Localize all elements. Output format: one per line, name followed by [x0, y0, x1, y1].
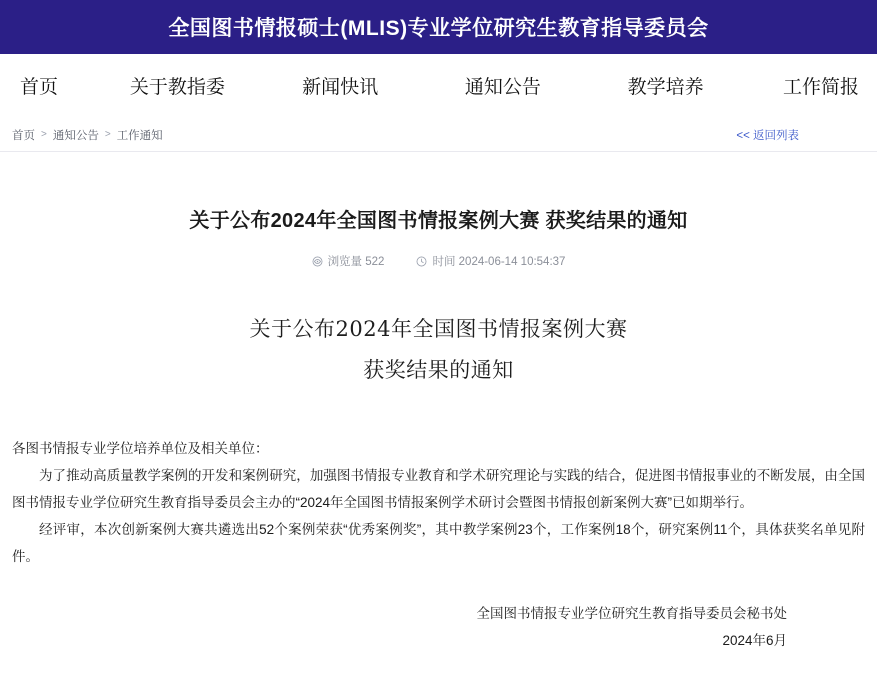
time-meta	[416, 253, 565, 269]
signature-date: 2024年6月	[722, 632, 787, 648]
article-paragraph-1: 为了推动高质量教学案例的开发和案例研究，加强图书情报专业教育和学术研究理论与实践的结合，促进图书情报事业的不断发展，由全国图书情报专业学位研究生教育指导委员会主办的“2024年全国图书情报案例学术研讨会暨图书情报创新案例大赛”已如期举行。	[12, 467, 865, 510]
page-title: 关于公布2024年全国图书情报案例大赛 获奖结果的通知	[189, 210, 688, 232]
article	[0, 204, 877, 654]
article-heading-line-2: 获奖结果的通知	[363, 357, 514, 382]
nav-item-notices[interactable]: 通知公告	[464, 77, 541, 98]
nav-item-bulletin[interactable]: 工作简报	[782, 77, 859, 98]
main-nav	[0, 54, 877, 118]
eye-icon	[312, 256, 323, 267]
breadcrumb-item-current: 工作通知	[116, 129, 163, 142]
article-signature	[12, 600, 865, 654]
nav-item-about[interactable]: 关于教指委	[129, 77, 225, 98]
breadcrumb-separator-icon: >	[104, 129, 111, 140]
breadcrumb-item-notices[interactable]: 通知公告	[52, 129, 99, 142]
site-banner	[0, 0, 877, 54]
back-to-list-link[interactable]: << 返回列表	[736, 129, 799, 142]
signature-organization: 全国图书情报专业学位研究生教育指导委员会秘书处	[476, 605, 787, 621]
clock-icon	[416, 256, 427, 267]
views-count-label: 浏览量 522	[327, 256, 385, 268]
views-meta	[312, 253, 385, 269]
publish-time-label: 时间 2024-06-14 10:54:37	[432, 256, 566, 268]
article-paragraph-2: 经评审，本次创新案例大赛共遴选出52个案例荣获“优秀案例奖”，其中教学案例23个，工作案例18个，研究案例11个，具体获奖名单见附件。	[12, 521, 865, 564]
article-meta	[12, 253, 865, 269]
article-heading	[12, 309, 865, 391]
article-body	[12, 435, 865, 570]
site-title: 全国图书情报硕士(MLIS)专业学位研究生教育指导委员会	[168, 17, 709, 40]
breadcrumb-item-home[interactable]: 首页	[12, 129, 35, 142]
article-paragraph-salutation: 各图书情报专业学位培养单位及相关单位：	[12, 440, 269, 456]
article-heading-line-1: 关于公布2024年全国图书情报案例大赛	[249, 317, 628, 341]
nav-item-news[interactable]: 新闻快讯	[302, 77, 379, 98]
nav-item-home[interactable]: 首页	[20, 77, 59, 98]
nav-item-teaching[interactable]: 教学培养	[627, 77, 704, 98]
breadcrumb-bar	[0, 118, 877, 152]
breadcrumb-separator-icon: >	[41, 129, 47, 140]
breadcrumb	[12, 127, 163, 143]
